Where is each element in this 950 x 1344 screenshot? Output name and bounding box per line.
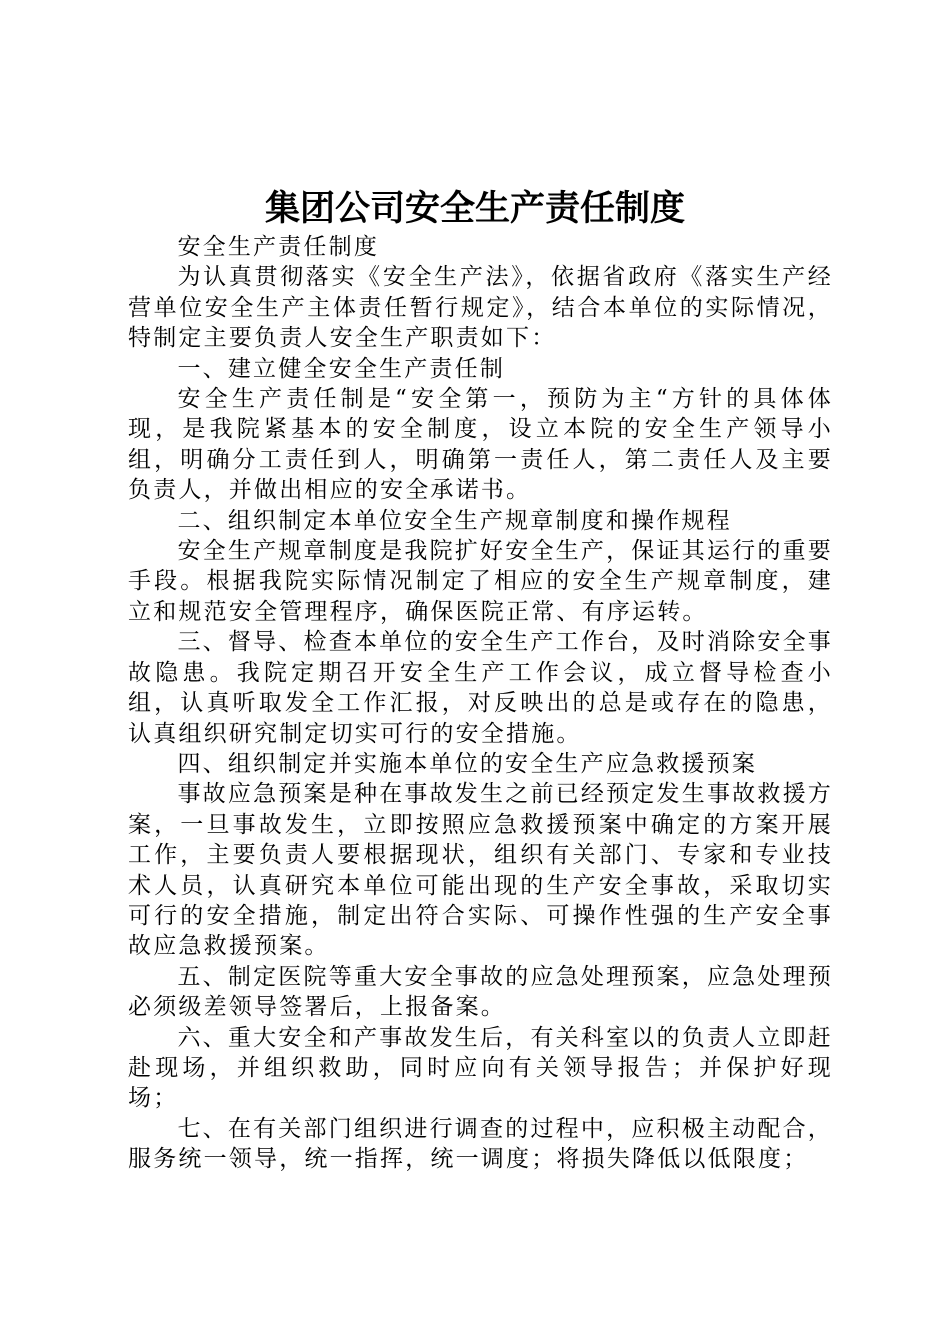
document-title: 集团公司安全生产责任制度 (264, 189, 685, 229)
section-heading-2: 二、组织制定本单位安全生产规章制度和操作规程 (177, 507, 732, 534)
section-body-1: 安全生产责任制是“安全第一，预防为主“方针的具体体现，是我院紧基本的安全制度，设立本院的安全生产领导小组，明确分工责任到人，明确第一责任人，第二责任人及主要负责人，并做出相应的安全承诺书。 (128, 386, 833, 504)
section-body-4: 事故应急预案是种在事故发生之前已经预定发生事故救援方案，一旦事故发生，立即按照应急救援预案中确定的方案开展工作，主要负责人要根据现状，组织有关部门、专家和专业技术人员，认真研究本单位可能出现的生产安全事故，采取切实可行的安全措施，制定出符合实际、可操作性强的生产安全事故应急救援预案。 (128, 781, 833, 960)
section-7: 七、在有关部门组织进行调查的过程中，应积极主动配合，服务统一领导，统一指挥，统一调度；将损失降低以低限度； (128, 1115, 833, 1173)
section-heading-4: 四、组织制定并实施本单位的安全生产应急救援预案 (177, 750, 758, 777)
section-body-2: 安全生产规章制度是我院扩好安全生产，保证其运行的重要手段。根据我院实际情况制定了相应的安全生产规章制度，建立和规范安全管理程序，确保医院正常、有序运转。 (128, 538, 833, 625)
section-3: 三、督导、检查本单位的安全生产工作台，及时消除安全事故隐患。我院定期召开安全生产工作会议，成立督导检查小组，认真听取发全工作汇报，对反映出的总是或存在的隐患，认真组织研究制定切实可行的安全措施。 (128, 629, 833, 747)
section-heading-1: 一、建立健全安全生产责任制 (177, 355, 506, 382)
section-5: 五、制定医院等重大安全事故的应急处理预案，应急处理预必须级差领导签署后，上报备案。 (128, 963, 833, 1021)
paragraph-intro: 为认真贯彻落实《安全生产法》，依据省政府《落实生产经营单位安全生产主体责任暂行规定》，结合本单位的实际情况，特制定主要负责人安全生产职责如下： (128, 264, 833, 352)
paragraph-heading: 安全生产责任制度 (177, 234, 380, 260)
section-6: 六、重大安全和产事故发生后，有关科室以的负责人立即赶赴现场，并组织救助，同时应向有关领导报告；并保护好现场； (128, 1024, 833, 1112)
document-body (128, 232, 833, 1175)
